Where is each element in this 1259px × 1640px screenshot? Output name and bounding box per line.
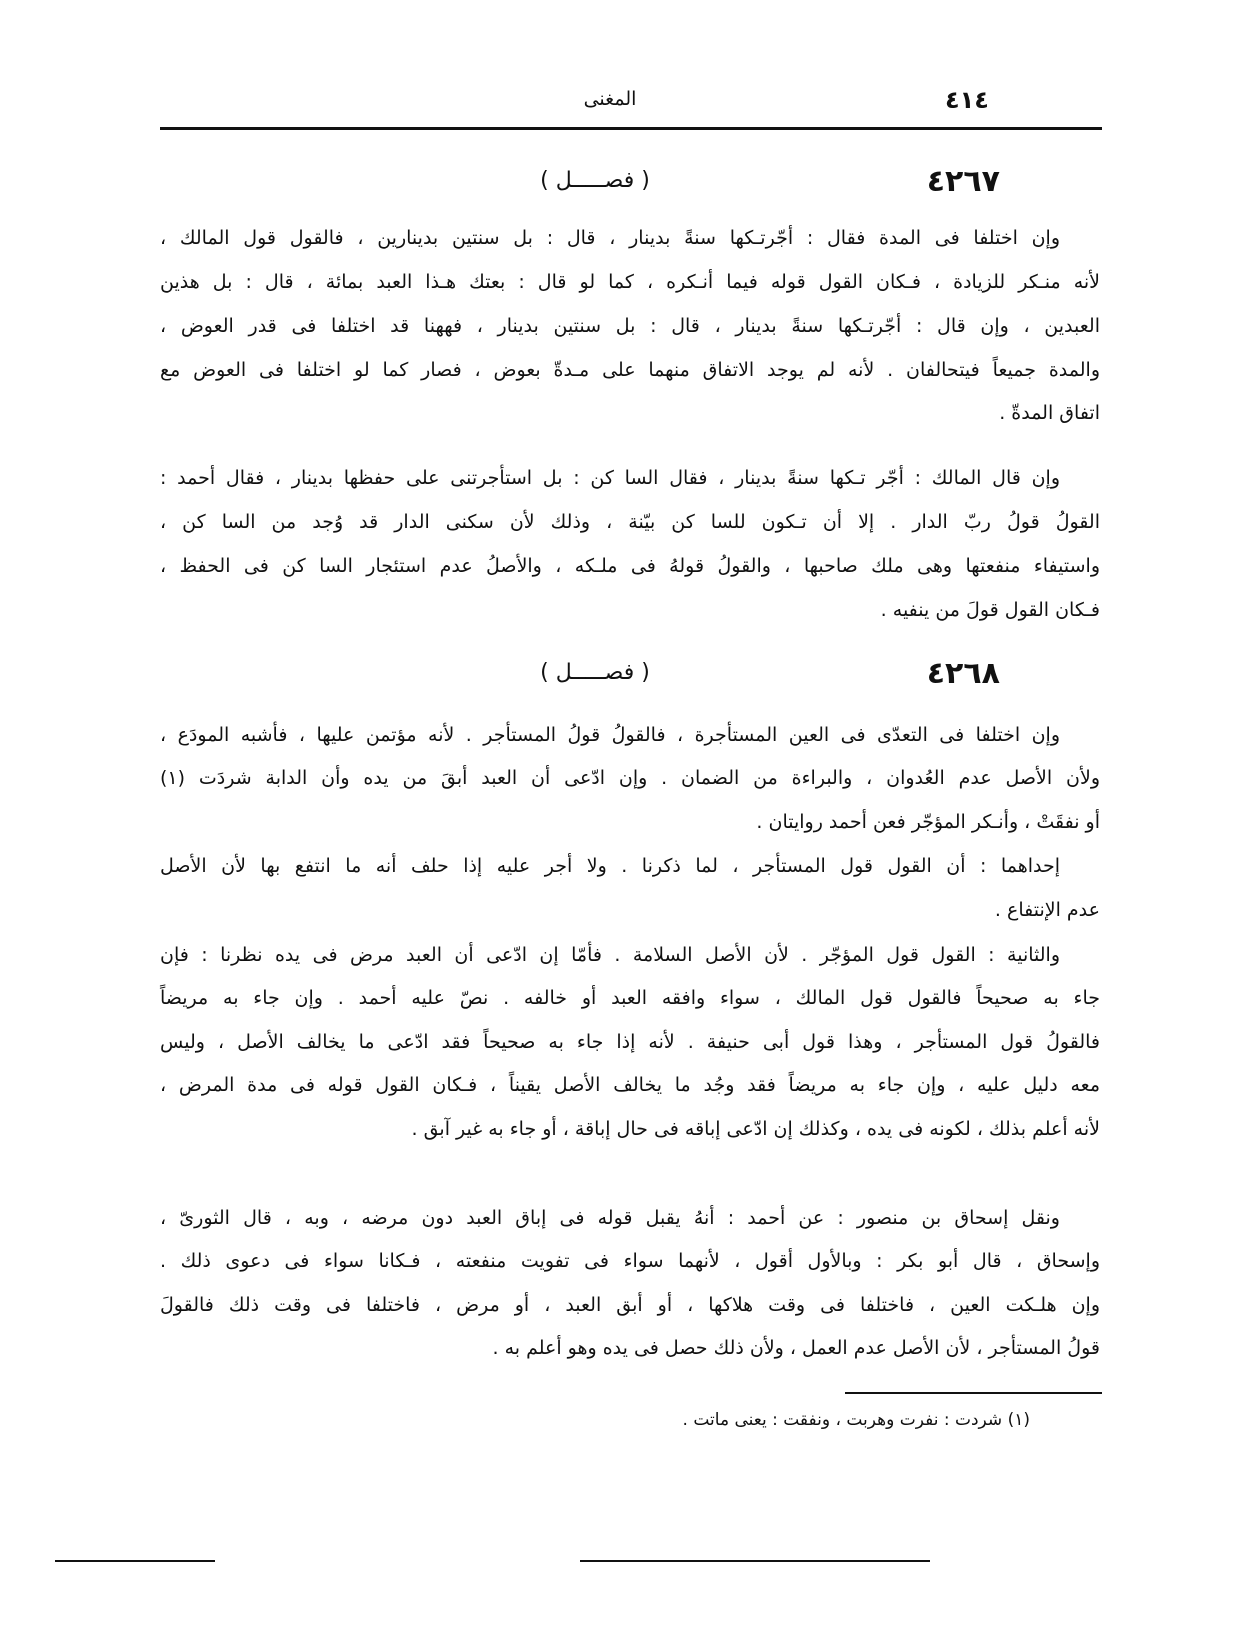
footnote: (١) شردت : نفرت وهربت ، ونفقت : يعنى ماتت . [682, 1410, 1030, 1430]
header-rule [160, 127, 1102, 130]
text-line: عدم الإنتفاع . [994, 899, 1100, 921]
running-title: المغنى [583, 88, 637, 110]
text-line: وإن قال المالك : أجّر تـكها سنةً بدينار ، فقال السا كن : بل استأجرتنى على حفظها بدينار ، فقال أحمد : [160, 467, 1060, 489]
footnote-rule [845, 1392, 1102, 1394]
text-line: واستيفاء منفعتها وهى ملك صاحبها ، والقولُ قولهُ فى ملـكه ، والأصلُ عدم استئجار السا كن فى الحفظ ، [160, 555, 1100, 577]
text-line: فالقولُ قول المستأجر ، وهذا قول أبى حنيفة . لأنه إذا جاء به صحيحاً فقد ادّعى ما يخالف الأصل ، وليس [160, 1031, 1100, 1053]
text-line: إحداهما : أن القول قول المستأجر ، لما ذكرنا . ولا أجر عليه إذا حلف أنه ما انتفع بها لأن الأصل [160, 855, 1060, 877]
text-line: أو نفقَتْ ، وأنـكر المؤجّر فعن أحمد روايتان . [756, 811, 1100, 833]
bottom-rule-right [580, 1560, 930, 1562]
text-line: قولُ المستأجر ، لأن الأصل عدم العمل ، ولأن ذلك حصل فى يده وهو أعلم به . [492, 1337, 1100, 1359]
text-line: القولُ قولُ ربّ الدار . إلا أن تـكون للسا كن بيّنة ، وذلك لأن سكنى الدار قد وُجد من السا كن ، [160, 511, 1100, 533]
section-number: ٤٢٦٨ [926, 656, 1000, 691]
text-line: وإسحاق ، قال أبو بكر : وبالأول أقول ، لأنهما سواء فى تفويت منفعته ، فـكانا سواء فى دعوى ذلك . [160, 1250, 1100, 1272]
section-number: ٤٢٦٧ [926, 164, 1000, 199]
text-line: لأنه أعلم بذلك ، لكونه فى يده ، وكذلك إن ادّعى إباقه فى حال إباقة ، أو جاء به غير آبق . [411, 1118, 1100, 1140]
text-line: وإن هلـكت العين ، فاختلفا فى وقت هلاكها ، أو أبق العبد ، أو مرض ، فاختلفا فى وقت ذلك فالقولَ [160, 1294, 1100, 1316]
text-line: ولأن الأصل عدم العُدوان ، والبراءة من الضمان . وإن ادّعى أن العبد أبقَ من يده وأن الدابة شردَت (١) [160, 767, 1100, 789]
text-line: ونقل إسحاق بن منصور : عن أحمد : أنهُ يقبل قوله فى إباق العبد دون مرضه ، وبه ، قال الثورىّ ، [160, 1207, 1060, 1229]
section-title: ( فصـــــل ) [540, 660, 650, 685]
text-line: العبدين ، وإن قال : أجّرتـكها سنةً بدينار ، قال : بل سنتين بدينار ، فههنا قد اختلفا فى قدر العوض ، [160, 315, 1100, 337]
text-line: جاء به صحيحاً فالقول قول المالك ، سواء وافقه العبد أو خالفه . نصّ عليه أحمد . وإن جاء به مريضاً [160, 987, 1100, 1009]
text-line: لأنه منـكر للزيادة ، فـكان القول قوله فيما أنـكره ، كما لو قال : بعتك هـذا العبد بمائة ، قال : بل هذين [160, 271, 1100, 293]
text-line: اتفاق المدةّ . [999, 402, 1100, 424]
text-line: وإن اختلفا فى المدة فقال : أجّرتـكها سنةً بدينار ، قال : بل سنتين بدينارين ، فالقول قول المالك ، [160, 227, 1060, 249]
text-line: والمدة جميعاً فيتحالفان . لأنه لم يوجد الاتفاق منهما على مـدةّ بعوض ، فصار كما لو اختلفا فى العوض مع [160, 359, 1100, 381]
page-number: ٤١٤ [945, 86, 989, 114]
bottom-rule-left [55, 1560, 215, 1562]
text-line: والثانية : القول قول المؤجّر . لأن الأصل السلامة . فأمّا إن ادّعى أن العبد مرض فى يده نظرنا : فإن [160, 944, 1060, 966]
section-title: ( فصـــــل ) [540, 168, 650, 193]
text-line: فـكان القول قولَ من ينفيه . [880, 599, 1100, 621]
text-line: معه دليل عليه ، وإن جاء به مريضاً فقد وجُد ما يخالف الأصل يقيناً ، فـكان القول قوله فى مدة المرض ، [160, 1074, 1100, 1096]
text-line: وإن اختلفا فى التعدّى فى العين المستأجرة ، فالقولُ قولُ المستأجر . لأنه مؤتمن عليها ، فأشبه المودَع ، [160, 724, 1060, 746]
